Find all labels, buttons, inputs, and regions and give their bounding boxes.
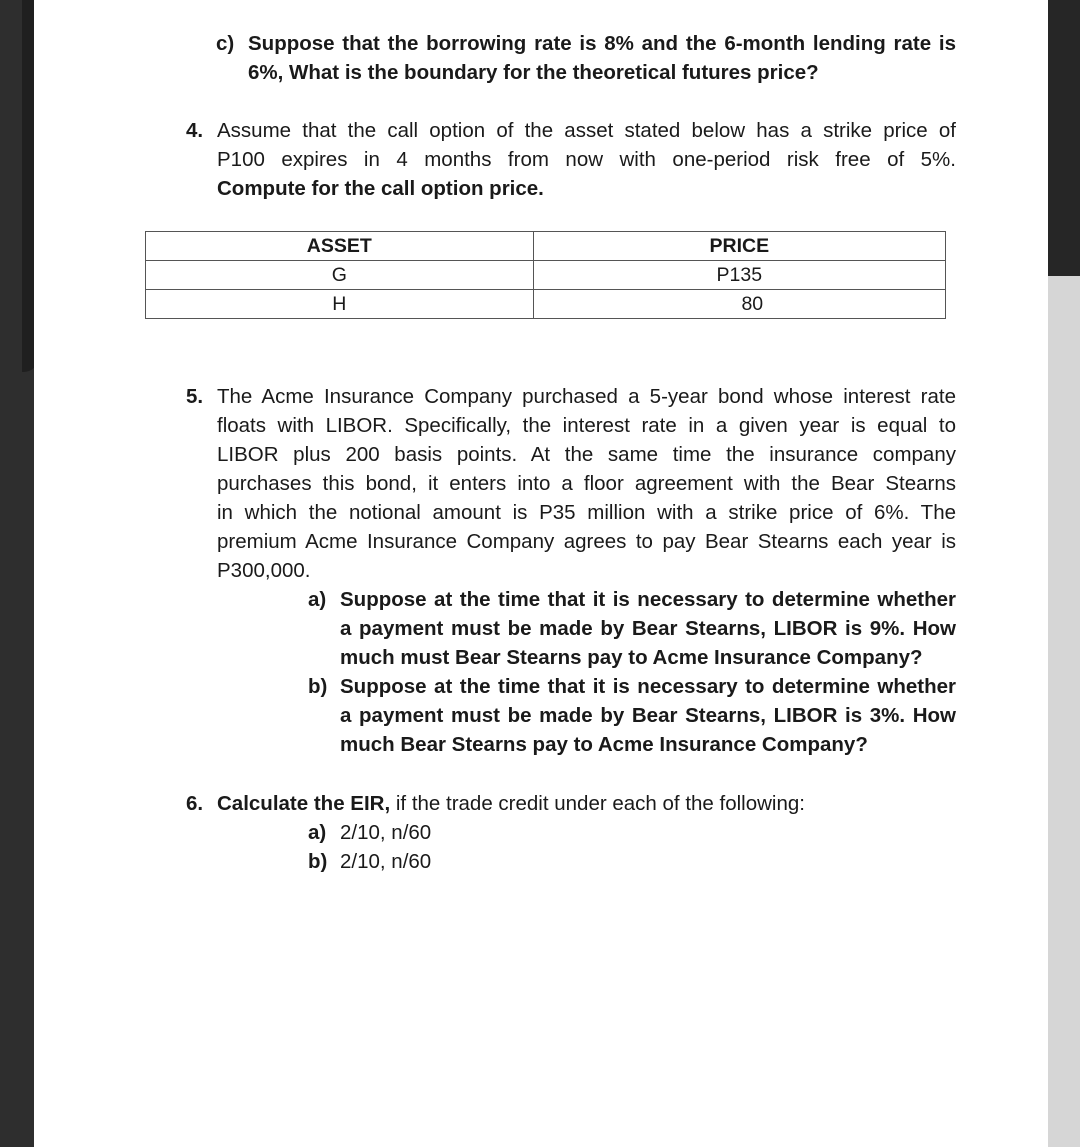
asset-price-table: [145, 231, 946, 319]
question-3c-line-1: Suppose that the borrowing rate is 8% and the 6-month lending rate is: [248, 32, 956, 55]
question-5a-label: a): [308, 588, 327, 611]
question-5b: [308, 672, 956, 759]
table-cell-price: 80: [533, 290, 945, 319]
table-cell-asset: G: [146, 261, 534, 290]
table-row: [146, 290, 946, 319]
question-5b-label: b): [308, 675, 328, 698]
table-row: [146, 261, 946, 290]
question-4-line-3: Compute for the call option price.: [217, 177, 544, 200]
scrollbar-thumb[interactable]: [1048, 0, 1080, 276]
question-4-line-1: Assume that the call option of the asset stated below has a strike price of: [217, 119, 956, 142]
question-4-number: 4.: [186, 119, 204, 142]
question-6b-text: 2/10, n/60: [340, 850, 432, 873]
table-header-price: PRICE: [533, 232, 945, 261]
question-5a-line: much must Bear Stearns pay to Acme Insurance Company?: [340, 646, 923, 669]
question-5b-line: Suppose at the time that it is necessary to determine whether: [340, 675, 956, 698]
question-5a: [308, 585, 956, 672]
question-4-line-2: P100 expires in 4 months from now with one-period risk free of 5%.: [217, 148, 956, 171]
question-5-number: 5.: [186, 385, 204, 408]
question-5-line: premium Acme Insurance Company agrees to pay Bear Stearns each year is: [217, 530, 956, 553]
question-3c-line-2: 6%, What is the boundary for the theoretical futures price?: [248, 61, 819, 84]
question-6-bold: Calculate the EIR,: [217, 792, 391, 815]
question-4: [186, 116, 956, 203]
question-5-line: in which the notional amount is P35 million with a strike price of 6%. The: [217, 501, 956, 524]
table-cell-asset: H: [146, 290, 534, 319]
question-5-line: floats with LIBOR. Specifically, the interest rate in a given year is equal to: [217, 414, 956, 437]
question-6b: [308, 847, 708, 876]
question-5-line: purchases this bond, it enters into a floor agreement with the Bear Stearns: [217, 472, 956, 495]
question-5-line: LIBOR plus 200 basis points. At the same time the insurance company: [217, 443, 956, 466]
question-6a-text: 2/10, n/60: [340, 821, 432, 844]
question-3c: [216, 29, 956, 87]
question-5-line: P300,000.: [217, 559, 311, 582]
question-6-number: 6.: [186, 792, 204, 815]
question-5a-line: Suppose at the time that it is necessary to determine whether: [340, 588, 956, 611]
question-5-line: The Acme Insurance Company purchased a 5-year bond whose interest rate: [217, 385, 956, 408]
question-5b-line: much Bear Stearns pay to Acme Insurance Company?: [340, 733, 868, 756]
question-6a: [308, 818, 708, 847]
question-6a-label: a): [308, 821, 327, 844]
document-page: [34, 0, 1048, 1147]
table-header-asset: ASSET: [146, 232, 534, 261]
question-3c-label: c): [216, 32, 235, 55]
question-5: [186, 382, 956, 585]
question-5a-line: a payment must be made by Bear Stearns, LIBOR is 9%. How: [340, 617, 956, 640]
question-6b-label: b): [308, 850, 328, 873]
table-header-row: [146, 232, 946, 261]
question-6: [186, 789, 956, 818]
question-5b-line: a payment must be made by Bear Stearns, LIBOR is 3%. How: [340, 704, 956, 727]
question-6-text: if the trade credit under each of the following:: [390, 792, 805, 815]
table-cell-price: P135: [533, 261, 945, 290]
